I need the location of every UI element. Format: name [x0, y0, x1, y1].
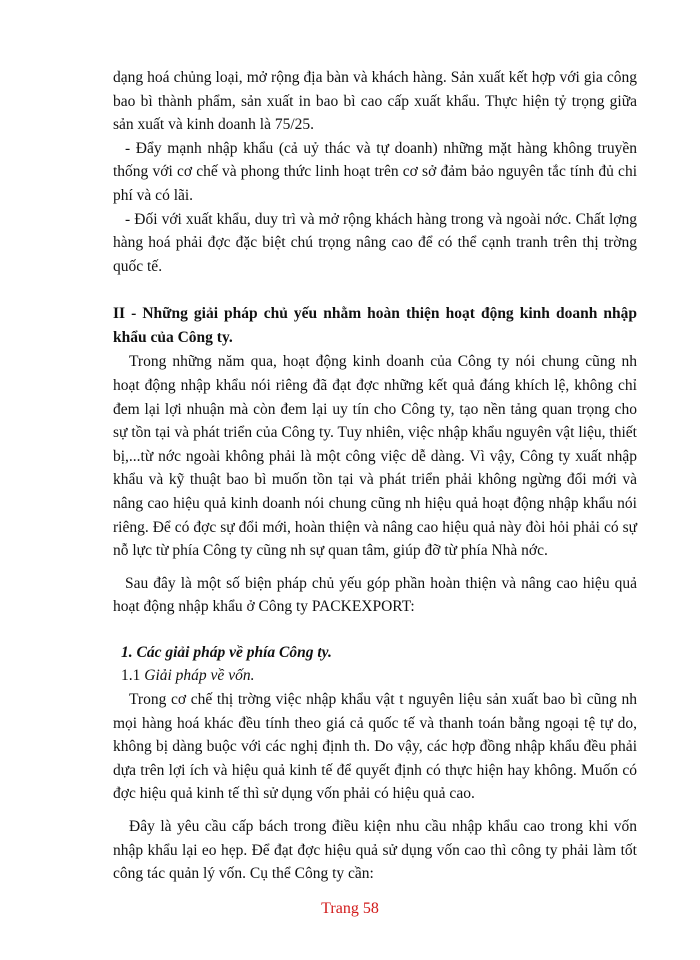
- subheading-capital: [113, 664, 637, 688]
- paragraph-capital-mechanism: Trong cơ chế thị trờng việc nhập khẩu vật t nguyên liệu sản xuất bao bì cũng nh mọi hàng hoá khác đều tính theo giá cả quốc tế và thanh toán bằng ngoại tệ tự do, không bị dàng buộc với các nghị định th. Do vậy, các hợp đồng nhập khẩu đều phải dựa trên lợi ích và hiệu quả kinh tế để quyết định có thực hiện hay không. Muốn có đợc hiệu quả kinh tế thì sử dụng vốn phải có hiệu quả cao.: [113, 691, 637, 803]
- paragraph-capital-requirement: Đây là yêu cầu cấp bách trong điều kiện nhu cầu nhập khẩu cao trong khi vốn nhập khẩu lại eo hẹp. Để đạt đợc hiệu quả sử dụng vốn cao thì công ty phải làm tốt công tác quản lý vốn. Cụ thể Công ty cần:: [113, 818, 637, 883]
- paragraph-measures-intro: Sau đây là một số biện pháp chủ yếu góp phần hoàn thiện và nâng cao hiệu quả hoạt động nhập khẩu ở Công ty PACKEXPORT:: [113, 574, 637, 616]
- paragraph-import-push: - Đẩy mạnh nhập khẩu (cả uỷ thác và tự doanh) những mặt hàng không truyền thống với cơ chế và phong thức linh hoạt trên cơ sở đảm bảo nguyên tắc tính đủ chi phí và có lãi.: [113, 139, 637, 204]
- paragraph-overview: Trong những năm qua, hoạt động kinh doanh của Công ty nói chung cũng nh hoạt động nhập khẩu nói riêng đã đạt đợc những kết quả đáng khích lệ, không chỉ đem lại lợi nhuận mà còn đem lại uy tín cho Công ty, tạo nền tảng quan trọng cho sự tồn tại và phát triển của Công ty. Tuy nhiên, việc nhập khẩu nguyên vật liệu, thiết bị,...từ nớc ngoài không phải là một công việc dễ dàng. Vì vậy, Công ty xuất nhập khẩu và kỹ thuật bao bì muốn tồn tại và phát triển phải không ngừng đổi mới và nâng cao hiệu quả kinh doanh nói chung cũng nh hiệu quả hoạt động nhập khẩu nói riêng. Để có đợc sự đổi mới, hoàn thiện và nâng cao hiệu quả này đòi hỏi phải có sự nỗ lực từ phía Công ty cũng nh sự quan tâm, giúp đỡ từ phía Nhà nớc.: [113, 353, 637, 560]
- section-heading-ii: II - Những giải pháp chủ yếu nhằm hoàn thiện hoạt động kinh doanh nhập khẩu của Công ty.: [113, 305, 637, 347]
- subheading-capital-title: Giải pháp về vốn.: [144, 667, 255, 685]
- page-body: [113, 66, 637, 886]
- subheading-company-solutions: 1. Các giải pháp về phía Công ty.: [121, 643, 332, 661]
- paragraph-product-diversification: dạng hoá chủng loại, mở rộng địa bàn và khách hàng. Sản xuất kết hợp với gia công bao bì thành phẩm, sản xuất in bao bì cao cấp xuất khẩu. Thực hiện tỷ trọng giữa sản xuất và kinh doanh là 75/25.: [113, 69, 637, 134]
- page-number-footer: Trang 58: [321, 900, 379, 917]
- paragraph-export-policy: - Đối với xuất khẩu, duy trì và mở rộng khách hàng trong và ngoài nớc. Chất lợng hàng hoá phải đợc đặc biệt chú trọng nâng cao để có thể cạnh tranh trên thị trờng quốc tế.: [113, 210, 637, 275]
- subheading-capital-number: 1.1: [121, 667, 145, 685]
